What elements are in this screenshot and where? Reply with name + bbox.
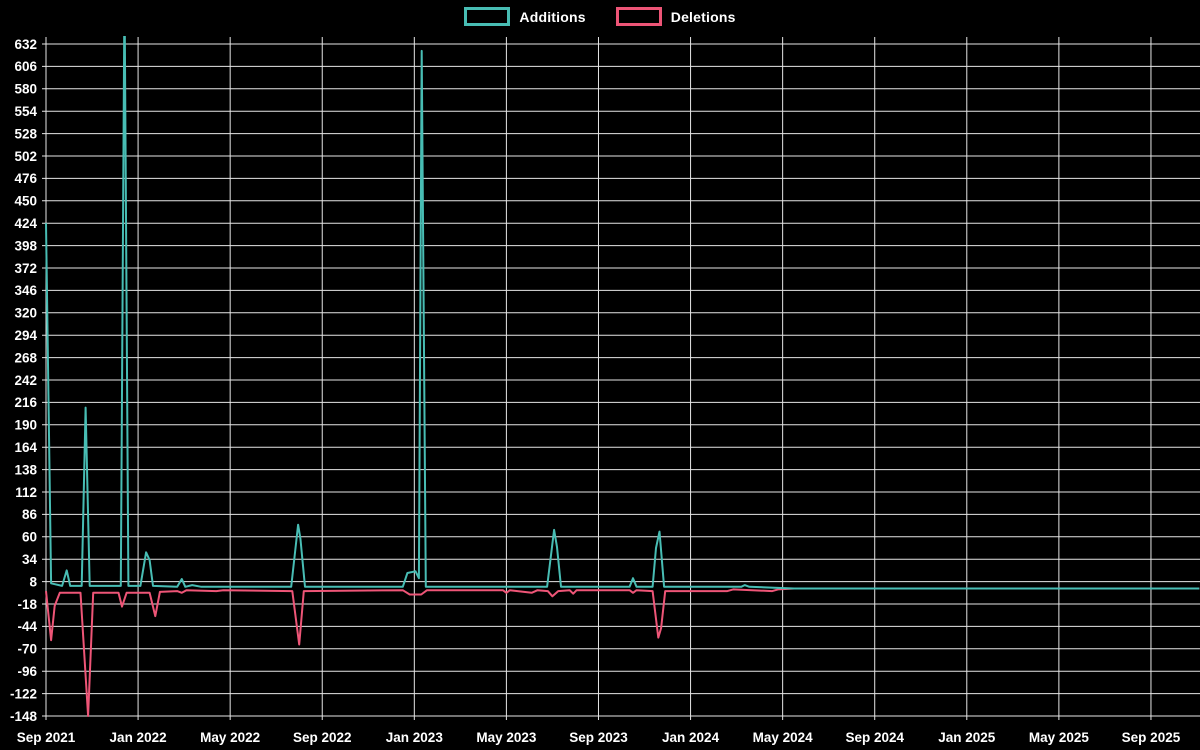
y-tick-label: 216 (14, 395, 37, 411)
y-tick-label: 580 (14, 81, 37, 97)
y-tick-label: 554 (14, 104, 37, 120)
x-tick-label: Sep 2021 (16, 730, 76, 745)
x-tick-label: May 2025 (1028, 730, 1089, 745)
y-tick-label: 164 (14, 440, 37, 456)
x-tick-label: Jan 2022 (109, 730, 167, 745)
x-tick-label: Sep 2025 (1121, 730, 1181, 745)
legend-item-deletions[interactable] (616, 7, 736, 26)
y-tick-label: 424 (14, 216, 37, 232)
y-tick-label: 112 (15, 484, 37, 500)
x-tick-label: Jan 2023 (385, 730, 443, 745)
y-tick-label: 528 (14, 126, 37, 142)
y-tick-label: 86 (21, 507, 37, 523)
x-tick-label: May 2023 (476, 730, 537, 745)
x-tick-label: Jan 2025 (938, 730, 996, 745)
y-tick-label: 8 (29, 574, 37, 590)
additions-swatch-icon (464, 7, 510, 26)
x-tick-label: Jan 2024 (662, 730, 720, 745)
y-tick-label: 138 (14, 462, 37, 478)
x-tick-label: Sep 2023 (569, 730, 628, 745)
x-tick-label: May 2024 (752, 730, 813, 745)
legend-item-additions[interactable] (464, 7, 585, 26)
y-tick-label: 398 (14, 238, 37, 254)
y-tick-label: 34 (21, 552, 37, 568)
y-tick-label: -70 (17, 641, 37, 657)
x-tick-label: Sep 2022 (292, 730, 352, 745)
y-tick-label: 502 (14, 148, 37, 164)
legend-label-additions: Additions (519, 8, 586, 25)
y-tick-label: 476 (14, 171, 37, 187)
y-tick-label: 632 (14, 36, 37, 52)
y-tick-label: 294 (14, 328, 37, 344)
y-tick-label: 606 (14, 59, 37, 75)
y-tick-label: 346 (14, 283, 37, 299)
deletions-line-series (46, 589, 1199, 717)
y-tick-label: 60 (21, 529, 37, 545)
y-tick-label: -96 (17, 664, 37, 680)
y-tick-label: 320 (14, 305, 37, 321)
y-tick-label: 242 (14, 372, 37, 388)
additions-line-series (46, 0, 1199, 588)
y-tick-label: -122 (9, 686, 37, 702)
legend-label-deletions: Deletions (670, 8, 736, 25)
y-tick-label: -148 (9, 708, 37, 724)
y-tick-label: -18 (17, 596, 37, 612)
y-tick-label: -44 (17, 619, 37, 635)
y-tick-label: 190 (14, 417, 37, 433)
x-tick-label: Sep 2024 (845, 730, 904, 745)
x-tick-label: May 2022 (200, 730, 261, 745)
y-tick-label: 450 (14, 193, 37, 209)
chart-legend (0, 7, 1200, 26)
y-tick-label: 268 (14, 350, 37, 366)
y-tick-label: 372 (14, 260, 37, 276)
deletions-swatch-icon (616, 7, 662, 26)
